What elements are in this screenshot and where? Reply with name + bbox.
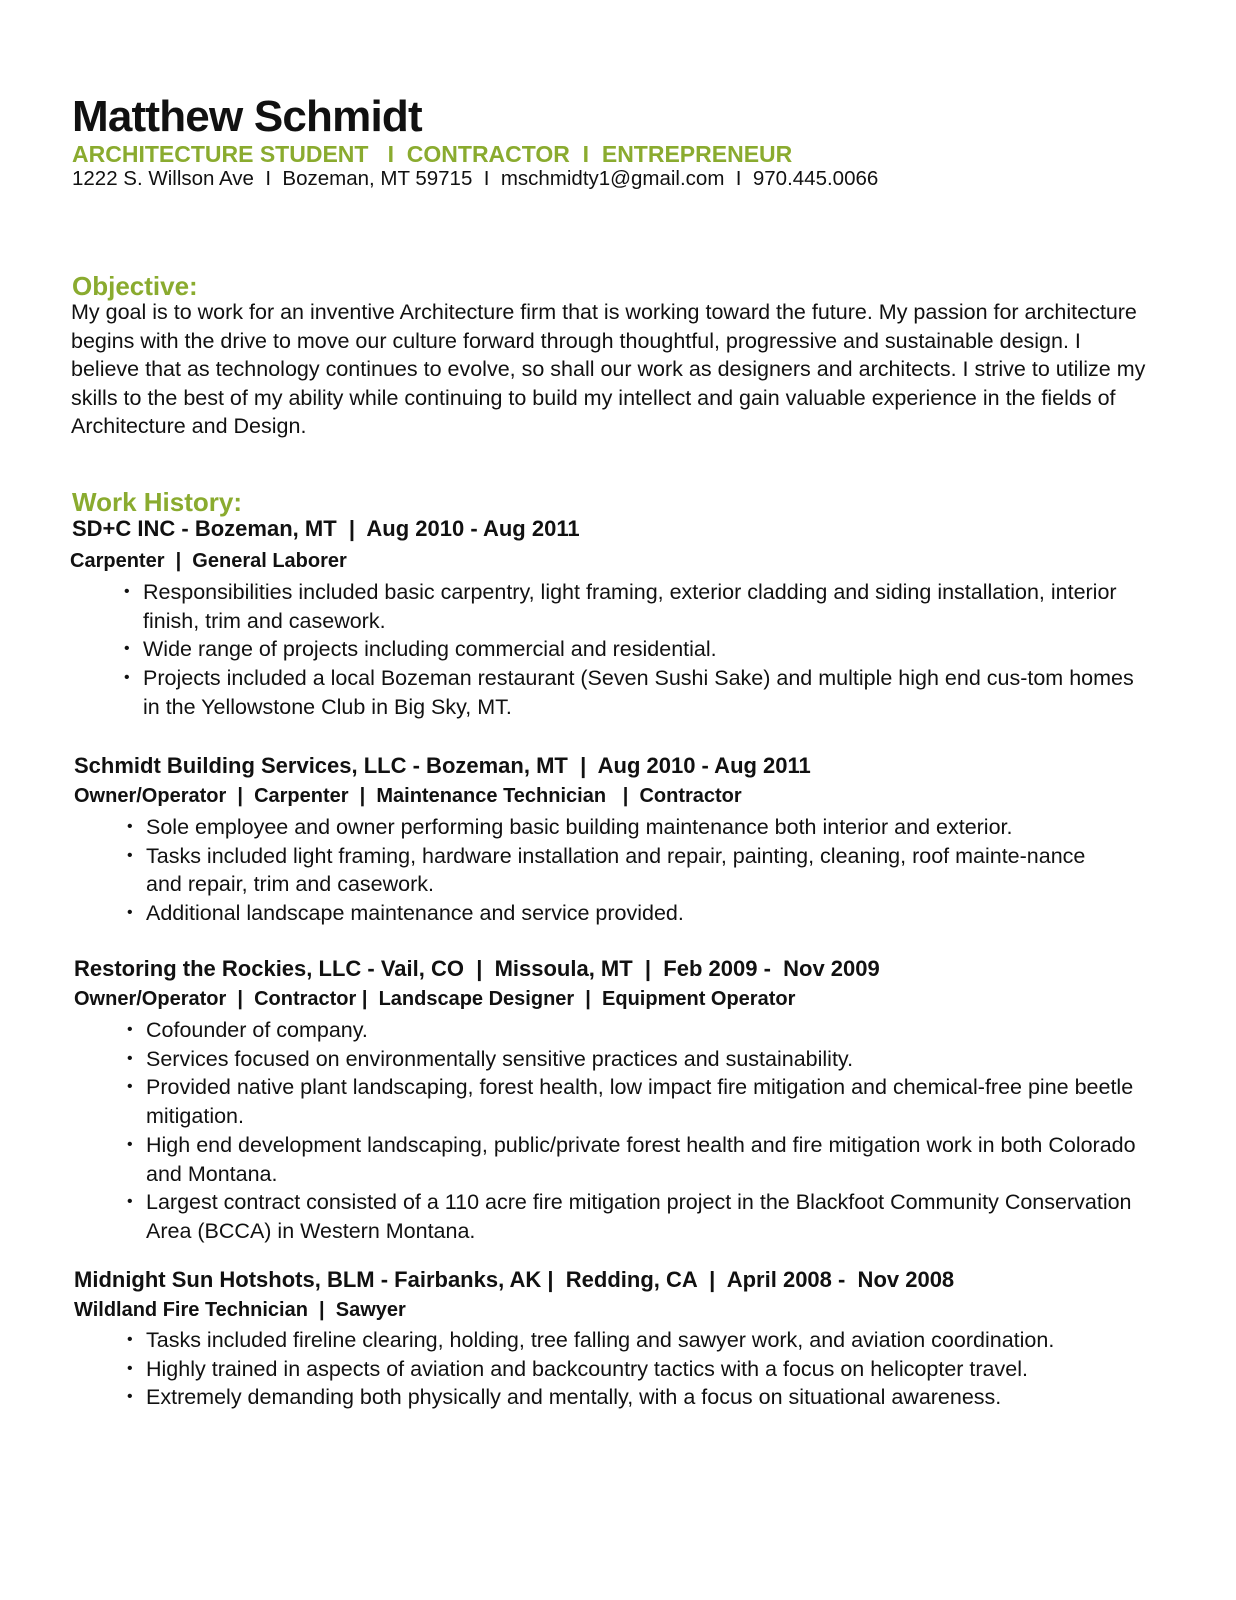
job-heading: SD+C INC - Bozeman, MT | Aug 2010 - Aug 2011 [72,516,580,541]
tagline: ARCHITECTURE STUDENT I CONTRACTOR I ENTREPRENEUR [72,141,793,167]
bullet-item [127,1188,1142,1245]
bullet-item [127,899,1127,928]
bullet-item [124,664,1144,721]
bullet-item [124,578,1144,635]
bullet-text: Responsibilities included basic carpentry, light framing, exterior cladding and siding installation, interior finish, trim and casework. [143,580,1117,633]
bullet-text: Provided native plant landscaping, forest health, low impact fire mitigation and chemical-free pine beetle mitigation. [146,1075,1134,1129]
bullet-item [127,1326,1187,1355]
contact-line: 1222 S. Willson Ave I Bozeman, MT 59715 I mschmidty1@gmail.com I 970.445.0066 [72,167,879,190]
bullet-icon: • [127,1049,133,1067]
bullet-item [124,635,1144,664]
job-bullets [127,813,1127,928]
bullet-icon: • [127,846,133,864]
bullet-item [127,1073,1142,1130]
job-heading: Midnight Sun Hotshots, BLM - Fairbanks, AK | Redding, CA | April 2008 - Nov 2008 [74,1267,955,1292]
bullet-text: Highly trained in aspects of aviation and backcountry tactics with a focus on helicopter travel. [146,1356,1028,1381]
bullet-icon: • [124,583,130,600]
bullet-text: Extremely demanding both physically and mentally, with a focus on situational awareness. [146,1385,1002,1410]
bullet-item [127,1355,1187,1384]
bullet-icon: • [127,818,133,835]
job-heading: Restoring the Rockies, LLC - Vail, CO | Missoula, MT | Feb 2009 - Nov 2009 [74,956,880,981]
bullet-text: Tasks included light framing, hardware installation and repair, painting, cleaning, roof mainte-nance and repair, trim and casework. [146,843,1086,897]
job-roles: Owner/Operator | Contractor | Landscape Designer | Equipment Operator [74,988,796,1010]
bullet-icon: • [127,1359,133,1377]
bullet-icon: • [127,1078,133,1096]
bullet-icon: • [127,1388,133,1406]
bullet-text: Sole employee and owner performing basic building maintenance both interior and exterior. [146,815,1013,839]
bullet-text: Cofounder of company. [146,1018,368,1042]
bullet-icon: • [127,1193,133,1211]
job-bullets [127,1016,1142,1246]
bullet-item [127,1131,1142,1188]
bullet-item [127,1016,1142,1045]
job-roles: Owner/Operator | Carpenter | Maintenance Technician | Contractor [74,785,742,807]
bullet-icon: • [127,1135,133,1153]
candidate-name: Matthew Schmidt [72,92,422,141]
job-roles: Carpenter | General Laborer [70,550,347,572]
job-bullets [124,578,1144,722]
bullet-text: High end development landscaping, public/private forest health and fire mitigation work in both Colorado and Montana. [146,1132,1136,1186]
bullet-text: Services focused on environmentally sensitive practices and sustainability. [146,1046,854,1071]
bullet-item [127,813,1127,842]
bullet-icon: • [127,904,133,922]
job-heading: Schmidt Building Services, LLC - Bozeman, MT | Aug 2010 - Aug 2011 [74,753,811,778]
bullet-text: Projects included a local Bozeman restaurant (Seven Sushi Sake) and multiple high end cus-tom homes in the Yellowstone Club in Big Sky, MT. [143,666,1134,719]
bullet-text: Tasks included fireline clearing, holding, tree falling and sawyer work, and aviation coordination. [146,1328,1055,1352]
job-bullets [127,1326,1187,1412]
work-history-heading: Work History: [72,487,242,517]
bullet-item [127,842,1127,899]
bullet-item [127,1045,1142,1074]
job-roles: Wildland Fire Technician | Sawyer [74,1299,406,1321]
bullet-icon: • [127,1021,133,1038]
bullet-text: Additional landscape maintenance and service provided. [146,901,684,926]
bullet-item [127,1383,1187,1412]
bullet-icon: • [124,640,130,658]
bullet-text: Largest contract consisted of a 110 acre fire mitigation project in the Blackfoot Community Conservation Area (BCCA) in Western Montana. [146,1190,1132,1243]
bullet-icon: • [124,669,130,687]
objective-heading: Objective: [72,271,198,301]
bullet-icon: • [127,1331,133,1348]
bullet-text: Wide range of projects including commercial and residential. [143,637,717,662]
objective-text: My goal is to work for an inventive Architecture firm that is working toward the future. My passion for architecture begins with the drive to move our culture forward through thoughtful, progressive and sustainable design. I believe that as technology continues to evolve, so shall our work as designers and architects. I strive to utilize my skills to the best of my ability while continuing to build my intellect and gain valuable experience in the fields of Architecture and Design. [71,300,1146,439]
